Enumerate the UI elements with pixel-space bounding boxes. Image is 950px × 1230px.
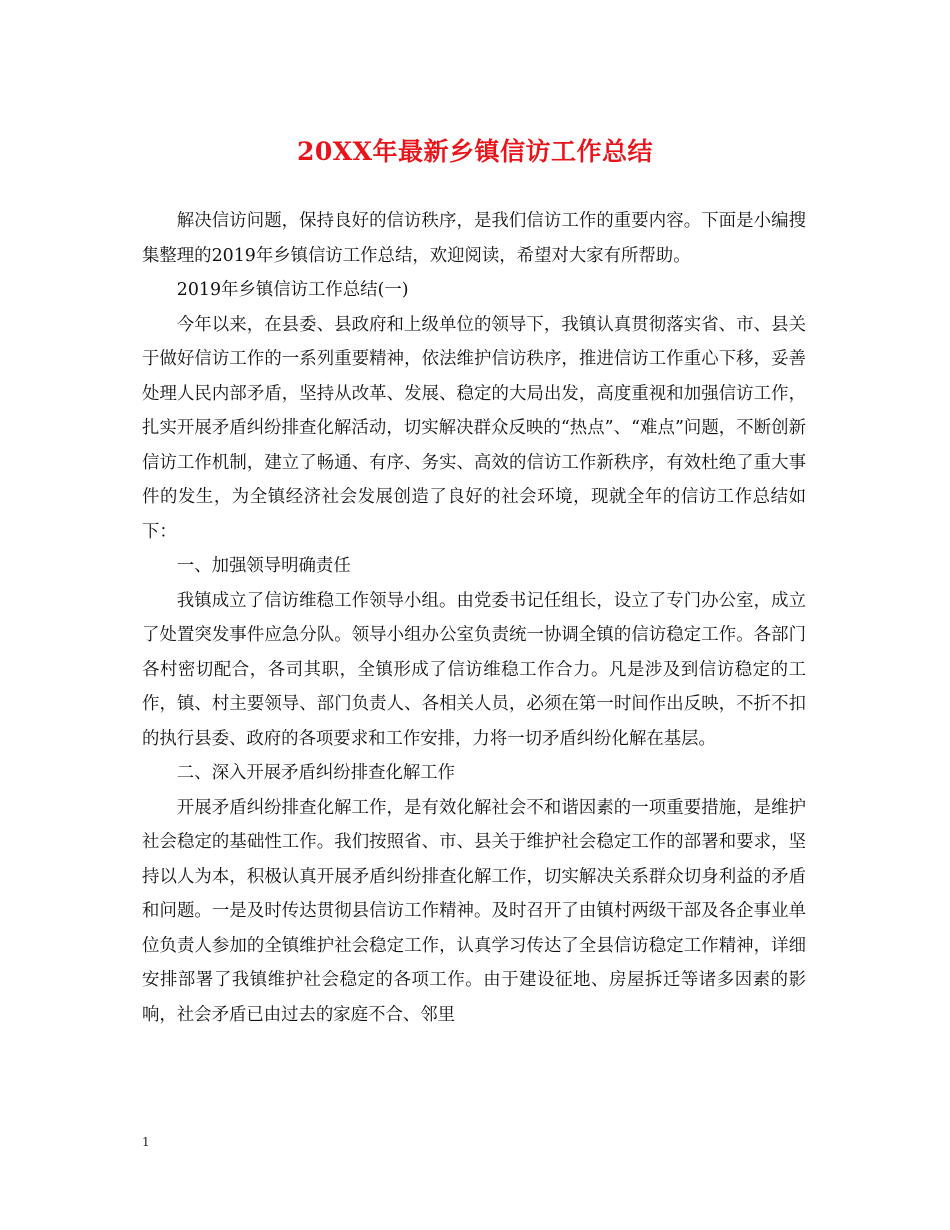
section-heading-dispute-resolution: 二、深入开展矛盾纠纷排查化解工作 [176,763,456,783]
section-heading-leadership: 一、加强领导明确责任 [176,556,351,576]
intro-paragraph: 解决信访问题，保持良好的信访秩序，是我们信访工作的重要内容。下面是小编搜集整理的2019年乡镇信访工作总结，欢迎阅读，希望对大家有所帮助。 [142,211,806,266]
document-title: 20XX年最新乡镇信访工作总结 [296,137,654,166]
page-number: 1 [142,1135,150,1149]
overview-paragraph: 今年以来，在县委、县政府和上级单位的领导下，我镇认真贯彻落实省、市、县关于做好信访工作的一系列重要精神，依法维护信访秩序，推进信访工作重心下移，妥善处理人民内部矛盾，坚持从改革、发展、稳定的大局出发，高度重视和加强信访工作，扎实开展矛盾纠纷排查化解活动，切实解决群众反映的“热点”、“难点”问题，不断创新信访工作机制，建立了畅通、有序、务实、高效的信访工作新秩序，有效杜绝了重大事件的发生，为全镇经济社会发展创造了良好的社会环境，现就全年的信访工作总结如下： [142,314,806,542]
dispute-resolution-paragraph: 开展矛盾纠纷排查化解工作，是有效化解社会不和谐因素的一项重要措施，是维护社会稳定的基础性工作。我们按照省、市、县关于维护社会稳定工作的部署和要求，坚持以人为本，积极认真开展矛盾纠纷排查化解工作，切实解决关系群众切身利益的矛盾和问题。一是及时传达贯彻县信访工作精神。及时召开了由镇村两级干部及各企事业单位负责人参加的全镇维护社会稳定工作，认真学习传达了全县信访稳定工作精神，详细安排部署了我镇维护社会稳定的各项工作。由于建设征地、房屋拆迁等诸多因素的影响，社会矛盾已由过去的家庭不合、邻里 [142,797,806,1025]
document-body [142,204,806,1032]
section-heading-summary-one: 2019年乡镇信访工作总结(一) [176,280,409,300]
leadership-paragraph: 我镇成立了信访维稳工作领导小组。由党委书记任组长，设立了专门办公室，成立了处置突发事件应急分队。领导小组办公室负责统一协调全镇的信访稳定工作。各部门各村密切配合，各司其职，全镇形成了信访维稳工作合力。凡是涉及到信访稳定的工作，镇、村主要领导、部门负责人、各相关人员，必须在第一时间作出反映，不折不扣的执行县委、政府的各项要求和工作安排，力将一切矛盾纠纷化解在基层。 [142,590,806,749]
